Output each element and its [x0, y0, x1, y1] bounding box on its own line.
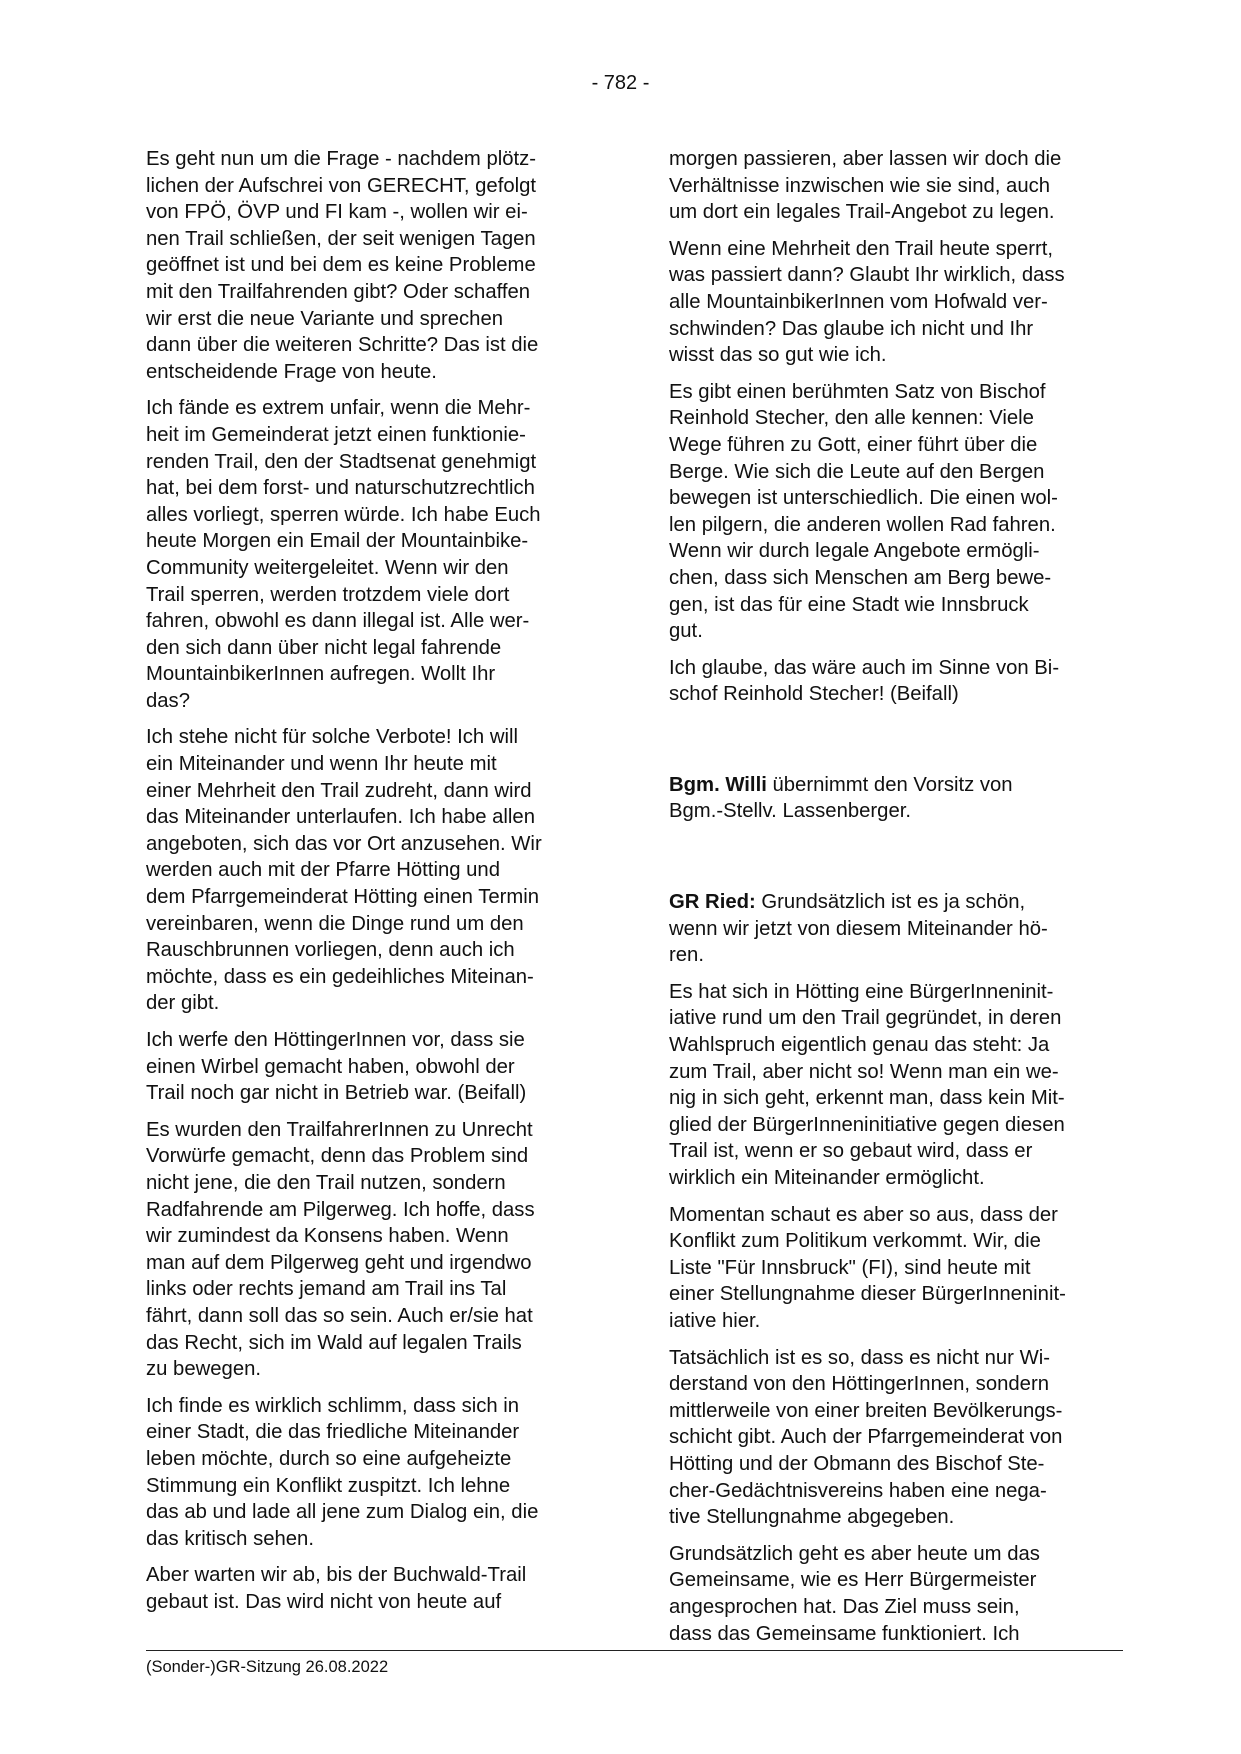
- paragraph-line: schicht gibt. Auch der Pfarrgemeinderat von: [669, 1426, 1063, 1449]
- paragraph-line: angeboten, sich das vor Ort anzusehen. Wir: [146, 832, 542, 855]
- paragraph-line: heit im Gemeinderat jetzt einen funktionie-: [146, 423, 526, 446]
- paragraph-line: len pilgern, die anderen wollen Rad fahren.: [669, 513, 1056, 536]
- paragraph-line: den sich dann über nicht legal fahrende: [146, 636, 502, 659]
- paragraph-line: Berge. Wie sich die Leute auf den Bergen: [669, 460, 1045, 483]
- paragraph-line: ein Miteinander und wenn Ihr heute mit: [146, 753, 497, 776]
- paragraph-line: morgen passieren, aber lassen wir doch die: [669, 148, 1062, 170]
- paragraph-line: renden Trail, den der Stadtsenat genehmigt: [146, 450, 537, 473]
- paragraph-line: das?: [146, 689, 190, 712]
- paragraph-line: alles vorliegt, sperren würde. Ich habe Euch: [146, 503, 541, 526]
- paragraph-line: Ich glaube, das wäre auch im Sinne von Bi-: [669, 656, 1060, 679]
- paragraph-line: angesprochen hat. Das Ziel muss sein,: [669, 1595, 1020, 1618]
- paragraph-line: Konflikt zum Politikum verkommt. Wir, die: [669, 1230, 1041, 1253]
- paragraph-line: gen, ist das für eine Stadt wie Innsbruck: [669, 593, 1029, 616]
- paragraph-line: fährt, dann soll das so sein. Auch er/sie hat: [146, 1304, 533, 1327]
- body-paragraph: [146, 1562, 596, 1615]
- paragraph-line: vereinbaren, wenn die Dinge rund um den: [146, 912, 524, 935]
- ried-intro-text: Grundsätzlich ist es ja schön,: [755, 891, 1026, 914]
- page-number: - 782 -: [591, 72, 650, 94]
- paragraph-line: werden auch mit der Pfarre Hötting und: [146, 859, 500, 882]
- paragraph-line: zum Trail, aber nicht so! Wenn man ein we-: [669, 1060, 1059, 1083]
- body-paragraph: [669, 146, 1123, 226]
- paragraph-line: Ich fände es extrem unfair, wenn die Mehr-: [146, 397, 531, 420]
- speaker-intro-ried: [669, 889, 1123, 969]
- paragraph-line: tive Stellungnahme abgegeben.: [669, 1506, 955, 1529]
- paragraph-line: Ich stehe nicht für solche Verbote! Ich will: [146, 726, 519, 749]
- paragraph-line: man auf dem Pilgerweg geht und irgendwo: [146, 1251, 532, 1274]
- body-paragraph: [669, 1202, 1123, 1335]
- paragraph-line: einer Stellungnahme dieser BürgerInneninit-: [669, 1283, 1066, 1306]
- paragraph-line: alle MountainbikerInnen vom Hofwald ver-: [669, 290, 1048, 313]
- paragraph-line: leben möchte, durch so eine aufgeheizte: [146, 1447, 512, 1470]
- chair-note-line-2: Bgm.-Stellv. Lassenberger.: [669, 800, 911, 823]
- paragraph-line: gebaut ist. Das wird nicht von heute auf: [146, 1590, 502, 1613]
- paragraph-line: wir zumindest da Konsens haben. Wenn: [146, 1225, 509, 1248]
- paragraph-line: cher-Gedächtnisvereins haben eine nega-: [669, 1479, 1047, 1502]
- paragraph-line: Vorwürfe gemacht, denn das Problem sind: [146, 1145, 529, 1168]
- ried-line-3: ren.: [669, 944, 704, 967]
- paragraph-line: das kritisch sehen.: [146, 1527, 314, 1550]
- paragraph-line: das ab und lade all jene zum Dialog ein, die: [146, 1501, 539, 1524]
- paragraph-line: Grundsätzlich geht es aber heute um das: [669, 1542, 1040, 1565]
- paragraph-line: was passiert dann? Glaubt Ihr wirklich, dass: [669, 264, 1065, 287]
- paragraph-line: Hötting und der Obmann des Bischof Ste-: [669, 1452, 1045, 1475]
- right-column: [669, 146, 1123, 1657]
- paragraph-line: Stimmung ein Konflikt zuspitzt. Ich lehne: [146, 1474, 511, 1497]
- paragraph-line: nig in sich geht, erkennt man, dass kein Mit-: [669, 1087, 1065, 1110]
- paragraph-line: derstand von den HöttingerInnen, sondern: [669, 1373, 1049, 1396]
- body-paragraph: [669, 655, 1123, 708]
- paragraph-line: Wenn eine Mehrheit den Trail heute sperrt,: [669, 237, 1054, 260]
- paragraph-line: wirklich ein Miteinander ermöglicht.: [669, 1167, 985, 1189]
- paragraph-line: links oder rechts jemand am Trail ins Tal: [146, 1278, 507, 1301]
- paragraph-line: um dort ein legales Trail-Angebot zu legen.: [669, 201, 1055, 224]
- paragraph-line: möchte, dass es ein gedeihliches Miteinan-: [146, 965, 534, 988]
- ried-line-2: wenn wir jetzt von diesem Miteinander hö-: [669, 917, 1048, 940]
- body-paragraph: [146, 146, 596, 385]
- paragraph-line: hat, bei dem forst- und naturschutzrechtlich: [146, 477, 535, 500]
- paragraph-line: wir erst die neue Variante und sprechen: [146, 307, 504, 330]
- paragraph-line: einer Stadt, die das friedliche Miteinander: [146, 1421, 520, 1444]
- paragraph-line: dem Pfarrgemeinderat Hötting einen Termin: [146, 886, 540, 909]
- paragraph-line: Liste "Für Innsbruck" (FI), sind heute mit: [669, 1256, 1031, 1279]
- paragraph-line: MountainbikerInnen aufregen. Wollt Ihr: [146, 663, 496, 686]
- body-paragraph: [669, 979, 1123, 1192]
- footer-session-label: (Sonder-)GR-Sitzung 26.08.2022: [146, 1658, 389, 1676]
- paragraph-line: Community weitergeleitet. Wenn wir den: [146, 556, 509, 579]
- body-paragraph: [146, 1393, 596, 1553]
- body-paragraph: [669, 236, 1123, 369]
- paragraph-line: nen Trail schließen, der seit wenigen Tagen: [146, 227, 536, 250]
- left-column: [146, 146, 596, 1625]
- paragraph-line: geöffnet ist und bei dem es keine Probleme: [146, 254, 536, 277]
- paragraph-line: Es wurden den TrailfahrerInnen zu Unrecht: [146, 1118, 533, 1141]
- paragraph-line: schof Reinhold Stecher! (Beifall): [669, 683, 959, 706]
- chair-note-line-1: [669, 772, 1123, 799]
- paragraph-line: Tatsächlich ist es so, dass es nicht nur Wi-: [669, 1346, 1050, 1369]
- paragraph-line: Radfahrende am Pilgerweg. Ich hoffe, dass: [146, 1198, 535, 1221]
- body-paragraph: [669, 1541, 1123, 1647]
- paragraph-line: Momentan schaut es aber so aus, dass der: [669, 1203, 1058, 1226]
- paragraph-line: mittlerweile von einer breiten Bevölkerungs-: [669, 1399, 1063, 1422]
- footer-divider: [146, 1650, 1123, 1651]
- paragraph-line: das Miteinander unterlaufen. Ich habe allen: [146, 806, 535, 829]
- body-paragraph: [146, 1117, 596, 1383]
- paragraph-line: mit den Trailfahrenden gibt? Oder schaffen: [146, 280, 531, 303]
- body-paragraph: [669, 1345, 1123, 1531]
- paragraph-line: iative hier.: [669, 1309, 761, 1332]
- paragraph-line: heute Morgen ein Email der Mountainbike-: [146, 530, 529, 553]
- paragraph-line: Wahlspruch eigentlich genau das steht: Ja: [669, 1034, 1050, 1057]
- paragraph-line: gut.: [669, 620, 703, 643]
- paragraph-line: Trail sperren, werden trotzdem viele dort: [146, 583, 510, 606]
- right-paragraphs-bottom: [669, 979, 1123, 1647]
- paragraph-line: lichen der Aufschrei von GERECHT, gefolgt: [146, 174, 537, 197]
- paragraph-line: das Recht, sich im Wald auf legalen Trails: [146, 1331, 522, 1354]
- ried-line-1: [669, 889, 1123, 916]
- paragraph-line: entscheidende Frage von heute.: [146, 360, 437, 383]
- paragraph-line: Es hat sich in Hötting eine BürgerInneninit-: [669, 980, 1054, 1003]
- paragraph-line: Ich werfe den HöttingerInnen vor, dass sie: [146, 1029, 525, 1051]
- paragraph-line: Rauschbrunnen vorliegen, denn auch ich: [146, 939, 515, 962]
- paragraph-line: von FPÖ, ÖVP und FI kam -, wollen wir ei-: [146, 201, 528, 224]
- paragraph-line: Ich finde es wirklich schlimm, dass sich in: [146, 1394, 520, 1417]
- paragraph-line: bewegen ist unterschiedlich. Die einen wol-: [669, 487, 1058, 510]
- paragraph-line: Verhältnisse inzwischen wie sie sind, auch: [669, 174, 1051, 197]
- right-paragraphs-top: [669, 146, 1123, 708]
- paragraph-line: nicht jene, die den Trail nutzen, sondern: [146, 1171, 506, 1194]
- paragraph-line: einen Wirbel gemacht haben, obwohl der: [146, 1055, 515, 1078]
- paragraph-line: Trail ist, wenn er so gebaut wird, dass er: [669, 1140, 1033, 1163]
- left-paragraphs: [146, 146, 596, 1615]
- body-paragraph: [146, 1027, 596, 1107]
- body-paragraph: [669, 379, 1123, 645]
- paragraph-line: zu bewegen.: [146, 1358, 262, 1381]
- body-paragraph: [146, 724, 596, 1017]
- paragraph-line: dann über die weiteren Schritte? Das ist die: [146, 334, 539, 357]
- paragraph-line: glied der BürgerInneninitiative gegen diesen: [669, 1113, 1065, 1136]
- chair-change-note: [669, 772, 1123, 825]
- paragraph-line: chen, dass sich Menschen am Berg bewe-: [669, 566, 1052, 589]
- chair-note-text: übernimmt den Vorsitz von: [766, 773, 1013, 796]
- paragraph-line: Trail noch gar nicht in Betrieb war. (Beifall): [146, 1082, 527, 1105]
- paragraph-line: Wenn wir durch legale Angebote ermögli-: [669, 540, 1040, 563]
- paragraph-line: Es geht nun um die Frage - nachdem plötz-: [146, 148, 537, 170]
- paragraph-line: Reinhold Stecher, den alle kennen: Viele: [669, 407, 1034, 430]
- paragraph-line: Gemeinsame, wie es Herr Bürgermeister: [669, 1569, 1037, 1592]
- paragraph-line: schwinden? Das glaube ich nicht und Ihr: [669, 317, 1034, 340]
- body-paragraph: [146, 395, 596, 714]
- paragraph-line: iative rund um den Trail gegründet, in deren: [669, 1007, 1062, 1030]
- paragraph-line: fahren, obwohl es dann illegal ist. Alle wer-: [146, 610, 530, 633]
- paragraph-line: Aber warten wir ab, bis der Buchwald-Trail: [146, 1564, 527, 1587]
- paragraph-line: Wege führen zu Gott, einer führt über die: [669, 433, 1038, 456]
- paragraph-line: Es gibt einen berühmten Satz von Bischof: [669, 380, 1046, 403]
- speaker-name: GR Ried:: [669, 891, 756, 914]
- paragraph-line: einer Mehrheit den Trail zudreht, dann wird: [146, 779, 532, 802]
- paragraph-line: wisst das so gut wie ich.: [669, 344, 887, 367]
- speaker-name: Bgm. Willi: [669, 773, 767, 796]
- paragraph-line: dass das Gemeinsame funktioniert. Ich: [669, 1622, 1020, 1645]
- paragraph-line: der gibt.: [146, 992, 220, 1015]
